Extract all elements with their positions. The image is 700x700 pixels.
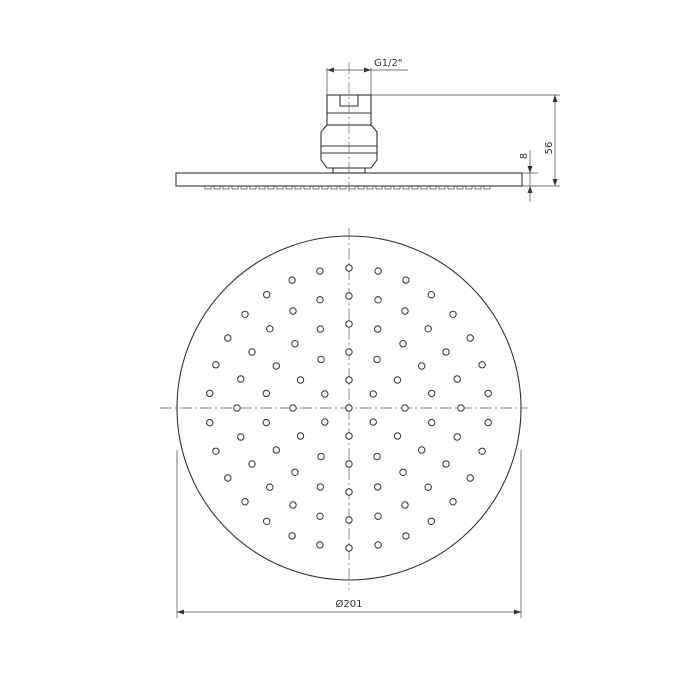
nozzle [267,326,273,332]
nozzle [454,434,460,440]
nozzle [450,499,456,505]
nozzle [317,297,323,303]
nozzle [346,265,352,271]
nozzle [290,502,296,508]
nozzle [346,517,352,523]
nozzle [238,376,244,382]
nozzle [238,434,244,440]
nozzle [375,268,381,274]
plan-view [160,228,528,618]
nozzle [292,469,298,475]
nozzle [429,390,435,396]
nozzle [394,433,400,439]
nozzle [346,293,352,299]
nozzle [346,489,352,495]
nozzle [317,513,323,519]
nozzle [322,419,328,425]
nozzle [400,341,406,347]
nozzle [479,448,485,454]
nozzle [374,356,380,362]
nozzle [263,390,269,396]
nozzle [322,391,328,397]
nozzle [317,326,323,332]
nozzle [403,277,409,283]
nozzle [264,292,270,298]
diameter-label: Ø201 [335,599,363,610]
nozzle [402,502,408,508]
nozzle [375,513,381,519]
nozzle [403,533,409,539]
nozzle [479,362,485,368]
nozzle [443,349,449,355]
nozzle [234,405,240,411]
nozzle [289,533,295,539]
nozzle [346,377,352,383]
nozzle [375,542,381,548]
nozzle [429,419,435,425]
nozzle [394,377,400,383]
nozzle [267,484,273,490]
side-view [176,58,560,202]
nozzle [318,453,324,459]
nozzle [346,405,352,411]
nozzle [318,356,324,362]
thread-label: G1/2" [374,58,403,69]
nozzle [425,484,431,490]
nozzle [375,326,381,332]
nozzle [317,484,323,490]
nozzle [458,405,464,411]
nozzle [346,349,352,355]
nozzle [375,484,381,490]
nozzle [213,362,219,368]
nozzle [225,335,231,341]
nozzle [428,292,434,298]
nozzle [346,321,352,327]
nozzle [290,405,296,411]
thickness-label: 8 [519,152,530,160]
nozzle [485,419,491,425]
nozzle [225,475,231,481]
nozzle [317,268,323,274]
nozzle [375,297,381,303]
nozzle [450,311,456,317]
nozzle [242,499,248,505]
nozzle [402,405,408,411]
nozzle [467,335,473,341]
nozzle [317,542,323,548]
nozzle [297,433,303,439]
nozzle [213,448,219,454]
nozzle [374,453,380,459]
nozzle [425,326,431,332]
nozzle [290,308,296,314]
nozzle [263,419,269,425]
nozzle [485,390,491,396]
nozzle [443,461,449,467]
nozzle [370,419,376,425]
nozzle [207,419,213,425]
nozzle [273,363,279,369]
height-label: 56 [544,141,555,155]
height-dimension [371,95,560,186]
nozzle [419,447,425,453]
nozzle [264,518,270,524]
nozzle [346,461,352,467]
nozzle [402,308,408,314]
nozzle [428,518,434,524]
nozzle [292,341,298,347]
nozzle [242,311,248,317]
nozzle [346,545,352,551]
nozzle [273,447,279,453]
nozzle [467,475,473,481]
nozzle [207,390,213,396]
nozzle [249,349,255,355]
nozzle [419,363,425,369]
nozzle [297,377,303,383]
nozzle [249,461,255,467]
nozzle [400,469,406,475]
nozzle [370,391,376,397]
nozzle [454,376,460,382]
nozzle [346,433,352,439]
thread-dimension [327,58,408,95]
nozzle [289,277,295,283]
